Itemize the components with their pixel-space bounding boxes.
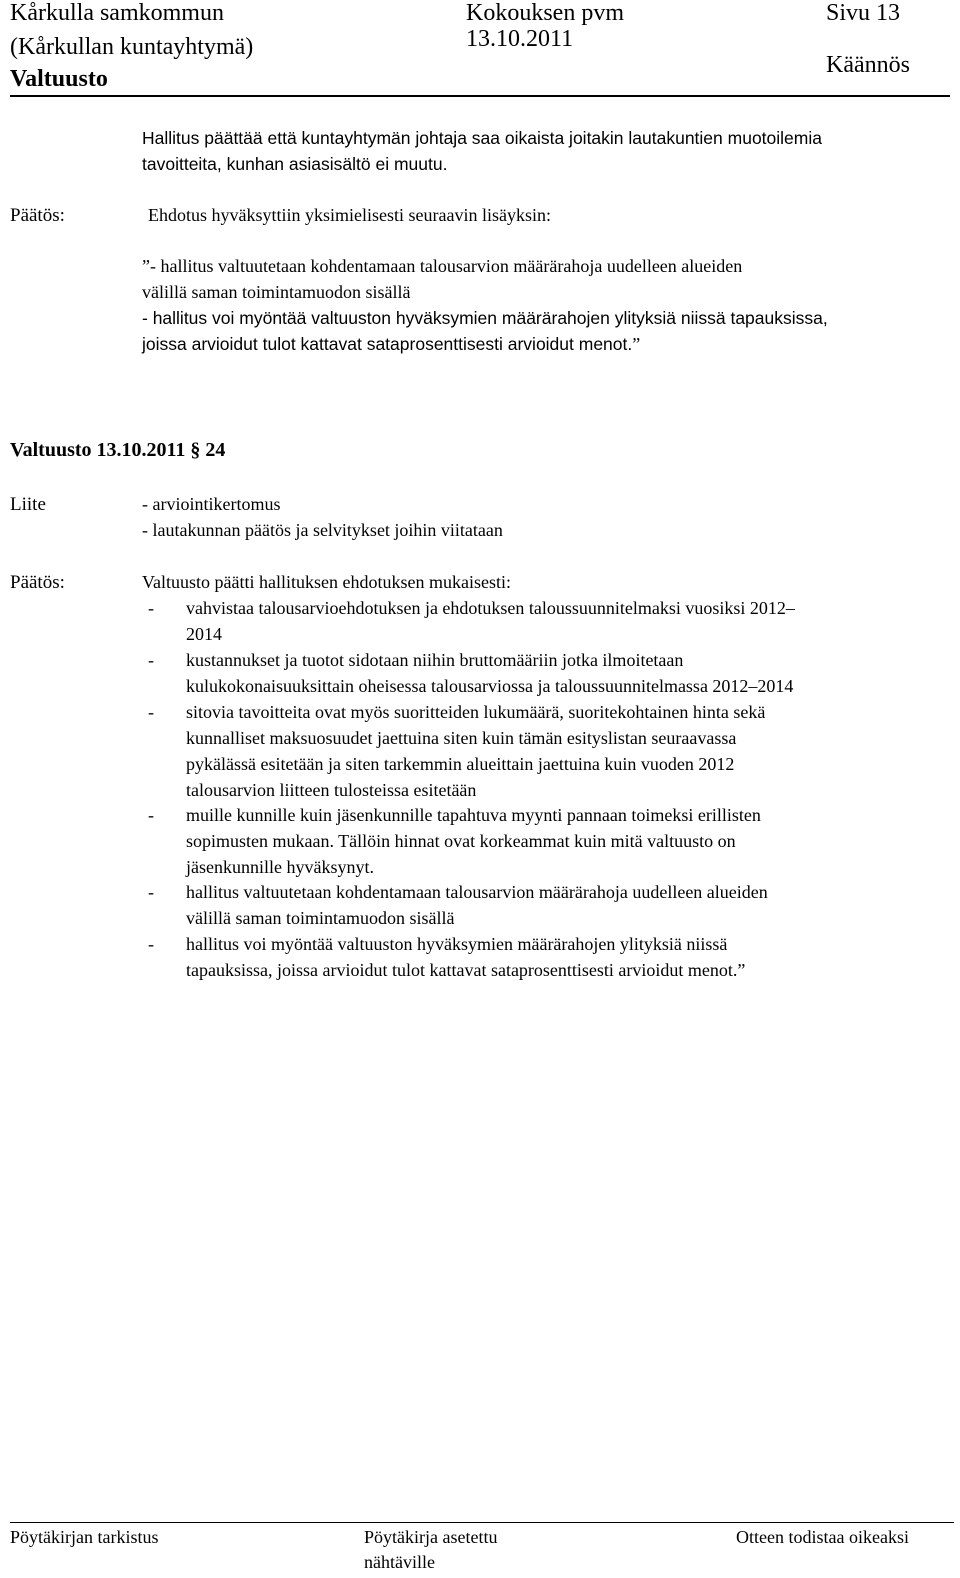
list-item-3-line-2: kunnalliset maksuosuudet jaettuina siten kuin tämän esityslistan seuraavassa xyxy=(186,728,737,748)
org-name: Kårkulla samkommun xyxy=(10,0,224,26)
quote-mark: ” xyxy=(737,960,746,980)
page-number: Sivu 13 xyxy=(826,0,901,26)
addition-line-4: joissa arvioidut tulot kattavat sataprosenttisesti arvioidut menot.” xyxy=(142,334,641,354)
list-item-4-line-1: muille kunnille kuin jäsenkunnille tapahtuva myynti pannaan toimeksi erillisten xyxy=(186,805,761,825)
list-item-4-line-2: sopimusten mukaan. Tällöin hinnat ovat korkeammat kuin mitä valtuusto on xyxy=(186,831,736,851)
section-heading: Valtuusto 13.10.2011 § 24 xyxy=(10,439,226,461)
list-item-2-line-2: kulukokonaisuuksittain oheisessa talousarviossa ja taloussuunnitelmassa 2012–2014 xyxy=(186,676,794,696)
list-item-1-line-1: vahvistaa talousarvioehdotuksen ja ehdotuksen taloussuunnitelmaksi vuosiksi 2012– xyxy=(186,598,795,618)
list-item-5-line-1: hallitus valtuutetaan kohdentamaan talousarvion määrärahoja uudelleen alueiden xyxy=(186,882,768,902)
decision-text-1: Ehdotus hyväksyttiin yksimielisesti seuraavin lisäyksin: xyxy=(148,205,551,225)
footer-certification: Otteen todistaa oikeaksi xyxy=(736,1527,909,1547)
list-item-5-line-2: välillä saman toimintamuodon sisällä xyxy=(186,908,455,928)
attachment-2: - lautakunnan päätös ja selvitykset joihin viitataan xyxy=(142,520,503,540)
addition-line-3: - hallitus voi myöntää valtuuston hyväksymien määrärahojen ylityksiä niissä tapauksissa, xyxy=(142,308,828,328)
section-sign-icon: § xyxy=(190,439,201,461)
quote-mark: ” xyxy=(142,256,150,276)
org-name-finnish: (Kårkullan kuntayhtymä) xyxy=(10,34,254,60)
body-name: Valtuusto xyxy=(10,66,108,92)
footer-review: Pöytäkirjan tarkistus xyxy=(10,1527,159,1547)
list-item-3-line-4: talousarvion liitteen tulosteissa esitetään xyxy=(186,780,477,800)
list-dash: - xyxy=(148,882,154,902)
list-dash: - xyxy=(148,598,154,618)
addition-line-1: ”- hallitus valtuutetaan kohdentamaan talousarvion määrärahoja uudelleen alueiden xyxy=(142,256,743,276)
list-item-6-line-2: tapauksissa, joissa arvioidut tulot kattavat sataprosenttisesti arvioidut menot.” xyxy=(186,960,746,980)
meeting-date-label: Kokouksen pvm xyxy=(466,0,624,26)
decision-intro-2: Valtuusto päätti hallituksen ehdotuksen mukaisesti: xyxy=(142,572,511,592)
list-item-4-line-3: jäsenkunnille hyväksynyt. xyxy=(186,857,374,877)
meeting-date: 13.10.2011 xyxy=(466,26,574,52)
footer-divider xyxy=(10,1522,954,1523)
attachment-label: Liite xyxy=(10,494,46,515)
list-dash: - xyxy=(148,702,154,722)
attachment-1: - arviointikertomus xyxy=(142,494,281,514)
quote-mark: ” xyxy=(632,334,641,354)
list-dash: - xyxy=(148,805,154,825)
list-item-3-line-3: pykälässä esitetään ja siten tarkemmin alueittain jaettuina kuin vuoden 2012 xyxy=(186,754,735,774)
intro-line-1: Hallitus päättää että kuntayhtymän johtaja saa oikaista joitakin lautakuntien muotoilemia xyxy=(142,128,822,148)
list-item-6-line-1: hallitus voi myöntää valtuuston hyväksymien määrärahojen ylityksiä niissä xyxy=(186,934,728,954)
translation-label: Käännös xyxy=(826,52,910,78)
list-dash: - xyxy=(148,650,154,670)
addition-line-2: välillä saman toimintamuodon sisällä xyxy=(142,282,411,302)
decision-label-2: Päätös: xyxy=(10,572,65,593)
list-item-3-line-1: sitovia tavoitteita ovat myös suoritteiden lukumäärä, suoritekohtainen hinta sekä xyxy=(186,702,766,722)
list-item-1-line-2: 2014 xyxy=(186,624,222,644)
footer-posted-line-1: Pöytäkirja asetettu xyxy=(364,1527,498,1547)
header-divider xyxy=(10,95,950,97)
list-dash: - xyxy=(148,934,154,954)
footer-posted-line-2: nähtäville xyxy=(364,1552,435,1572)
intro-line-2: tavoitteita, kunhan asiasisältö ei muutu. xyxy=(142,154,448,174)
list-item-2-line-1: kustannukset ja tuotot sidotaan niihin bruttomääriin jotka ilmoitetaan xyxy=(186,650,684,670)
decision-label-1: Päätös: xyxy=(10,205,65,226)
